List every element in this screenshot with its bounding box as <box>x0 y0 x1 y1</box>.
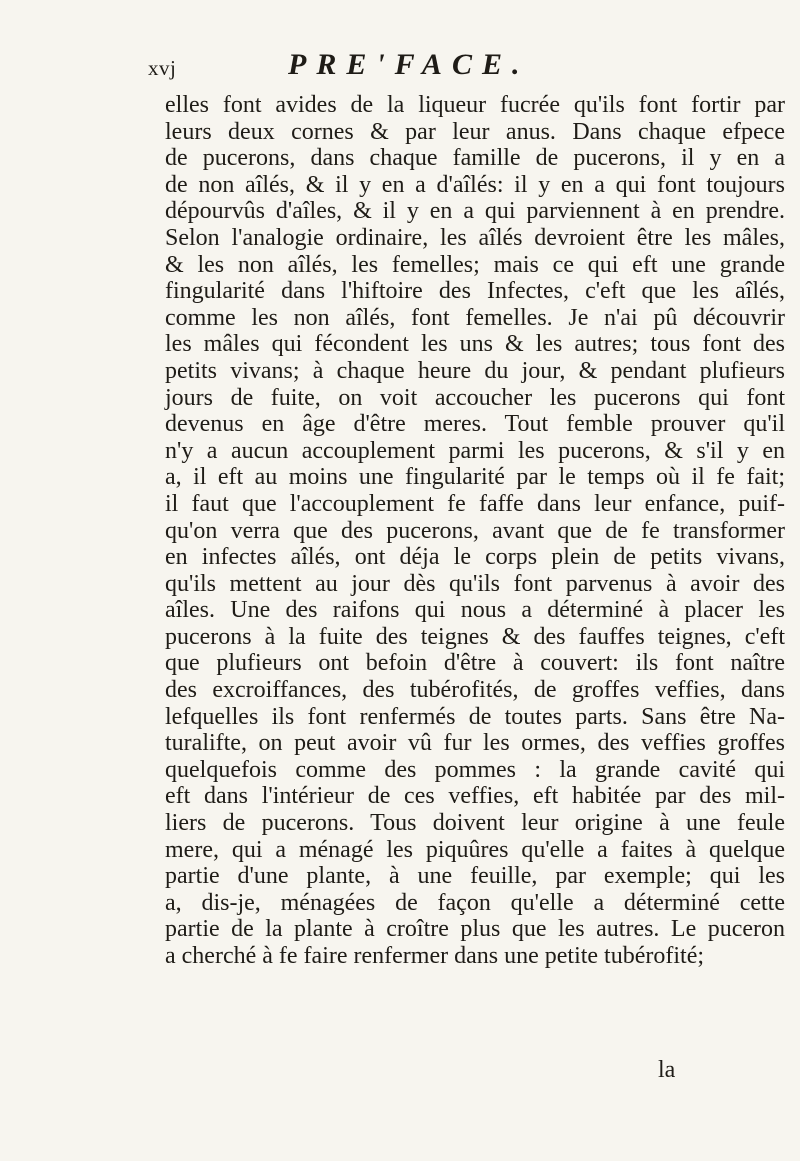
text-line: a cherché à fe faire renfermer dans une petite tubérofité; <box>165 943 705 969</box>
text-line: il faut que l'accouplement fe faffe dans leur enfance, puif- <box>165 490 785 517</box>
text-line: des excroiffances, des tubérofités, de groffes veffies, dans <box>165 677 785 704</box>
page-number: xvj <box>148 56 177 80</box>
text-line: quelquefois comme des pommes : la grande cavité qui <box>165 756 785 783</box>
text-line: de pucerons, dans chaque famille de pucerons, il y en a <box>165 145 785 172</box>
text-line: comme les non aîlés, font femelles. Je n'ai pû découvrir <box>165 304 785 331</box>
text-line: partie de la plante à croître plus que les autres. Le puceron <box>165 916 785 943</box>
text-line: fingularité dans l'hiftoire des Infectes, c'eft que les aîlés, <box>165 278 785 305</box>
text-line: les mâles qui fécondent les uns & les autres; tous font des <box>165 331 785 358</box>
text-line: partie d'une plante, à une feuille, par exemple; qui les <box>165 863 785 890</box>
text-line: petits vivans; à chaque heure du jour, & pendant plufieurs <box>165 357 785 384</box>
text-line: qu'ils mettent au jour dès qu'ils font parvenus à avoir des <box>165 570 785 597</box>
text-line: leurs deux cornes & par leur anus. Dans chaque efpece <box>165 118 785 145</box>
text-line: aîles. Une des raifons qui nous a déterminé à placer les <box>165 597 785 624</box>
text-line: turalifte, on peut avoir vû fur les ormes, des veffies groffes <box>165 730 785 757</box>
text-line: qu'on verra que des pucerons, avant que de fe transformer <box>165 517 785 544</box>
text-line: elles font avides de la liqueur fucrée qu'ils font fortir par <box>165 92 785 118</box>
text-line: a, dis-je, ménagées de façon qu'elle a déterminé cette <box>165 889 785 916</box>
text-line: Selon l'analogie ordinaire, les aîlés devroient être les mâles, <box>165 224 785 251</box>
text-line: lefquelles ils font renfermés de toutes parts. Sans être Na- <box>165 703 785 730</box>
text-line: n'y a aucun accouplement parmi les pucerons, & s'il y en <box>165 437 785 464</box>
text-line: devenus en âge d'être meres. Tout femble prouver qu'il <box>165 411 785 438</box>
text-line: jours de fuite, on voit accoucher les pucerons qui font <box>165 384 785 411</box>
text-line: a, il eft au moins une fingularité par le temps où il fe fait; <box>165 464 785 491</box>
page-header <box>148 48 708 88</box>
catchword: la <box>658 1057 676 1083</box>
text-line: & les non aîlés, les femelles; mais ce qui eft une grande <box>165 251 785 278</box>
text-line: dépourvûs d'aîles, & il y en a qui parviennent à en prendre. <box>165 198 785 225</box>
text-line: mere, qui a ménagé les piquûres qu'elle a faites à quelque <box>165 836 785 863</box>
text-line: que plufieurs ont befoin d'être à couvert: ils font naître <box>165 650 785 677</box>
text-line: eft dans l'intérieur de ces veffies, eft habitée par des mil- <box>165 783 785 810</box>
body-text <box>165 92 785 970</box>
text-line: liers de pucerons. Tous doivent leur origine à une feule <box>165 810 785 837</box>
text-line: en infectes aîlés, ont déja le corps plein de petits vivans, <box>165 544 785 571</box>
text-line: pucerons à la fuite des teignes & des fauffes teignes, c'eft <box>165 623 785 650</box>
running-title: PRE'FACE. <box>288 48 530 81</box>
text-line: de non aîlés, & il y en a d'aîlés: il y en a qui font toujours <box>165 171 785 198</box>
